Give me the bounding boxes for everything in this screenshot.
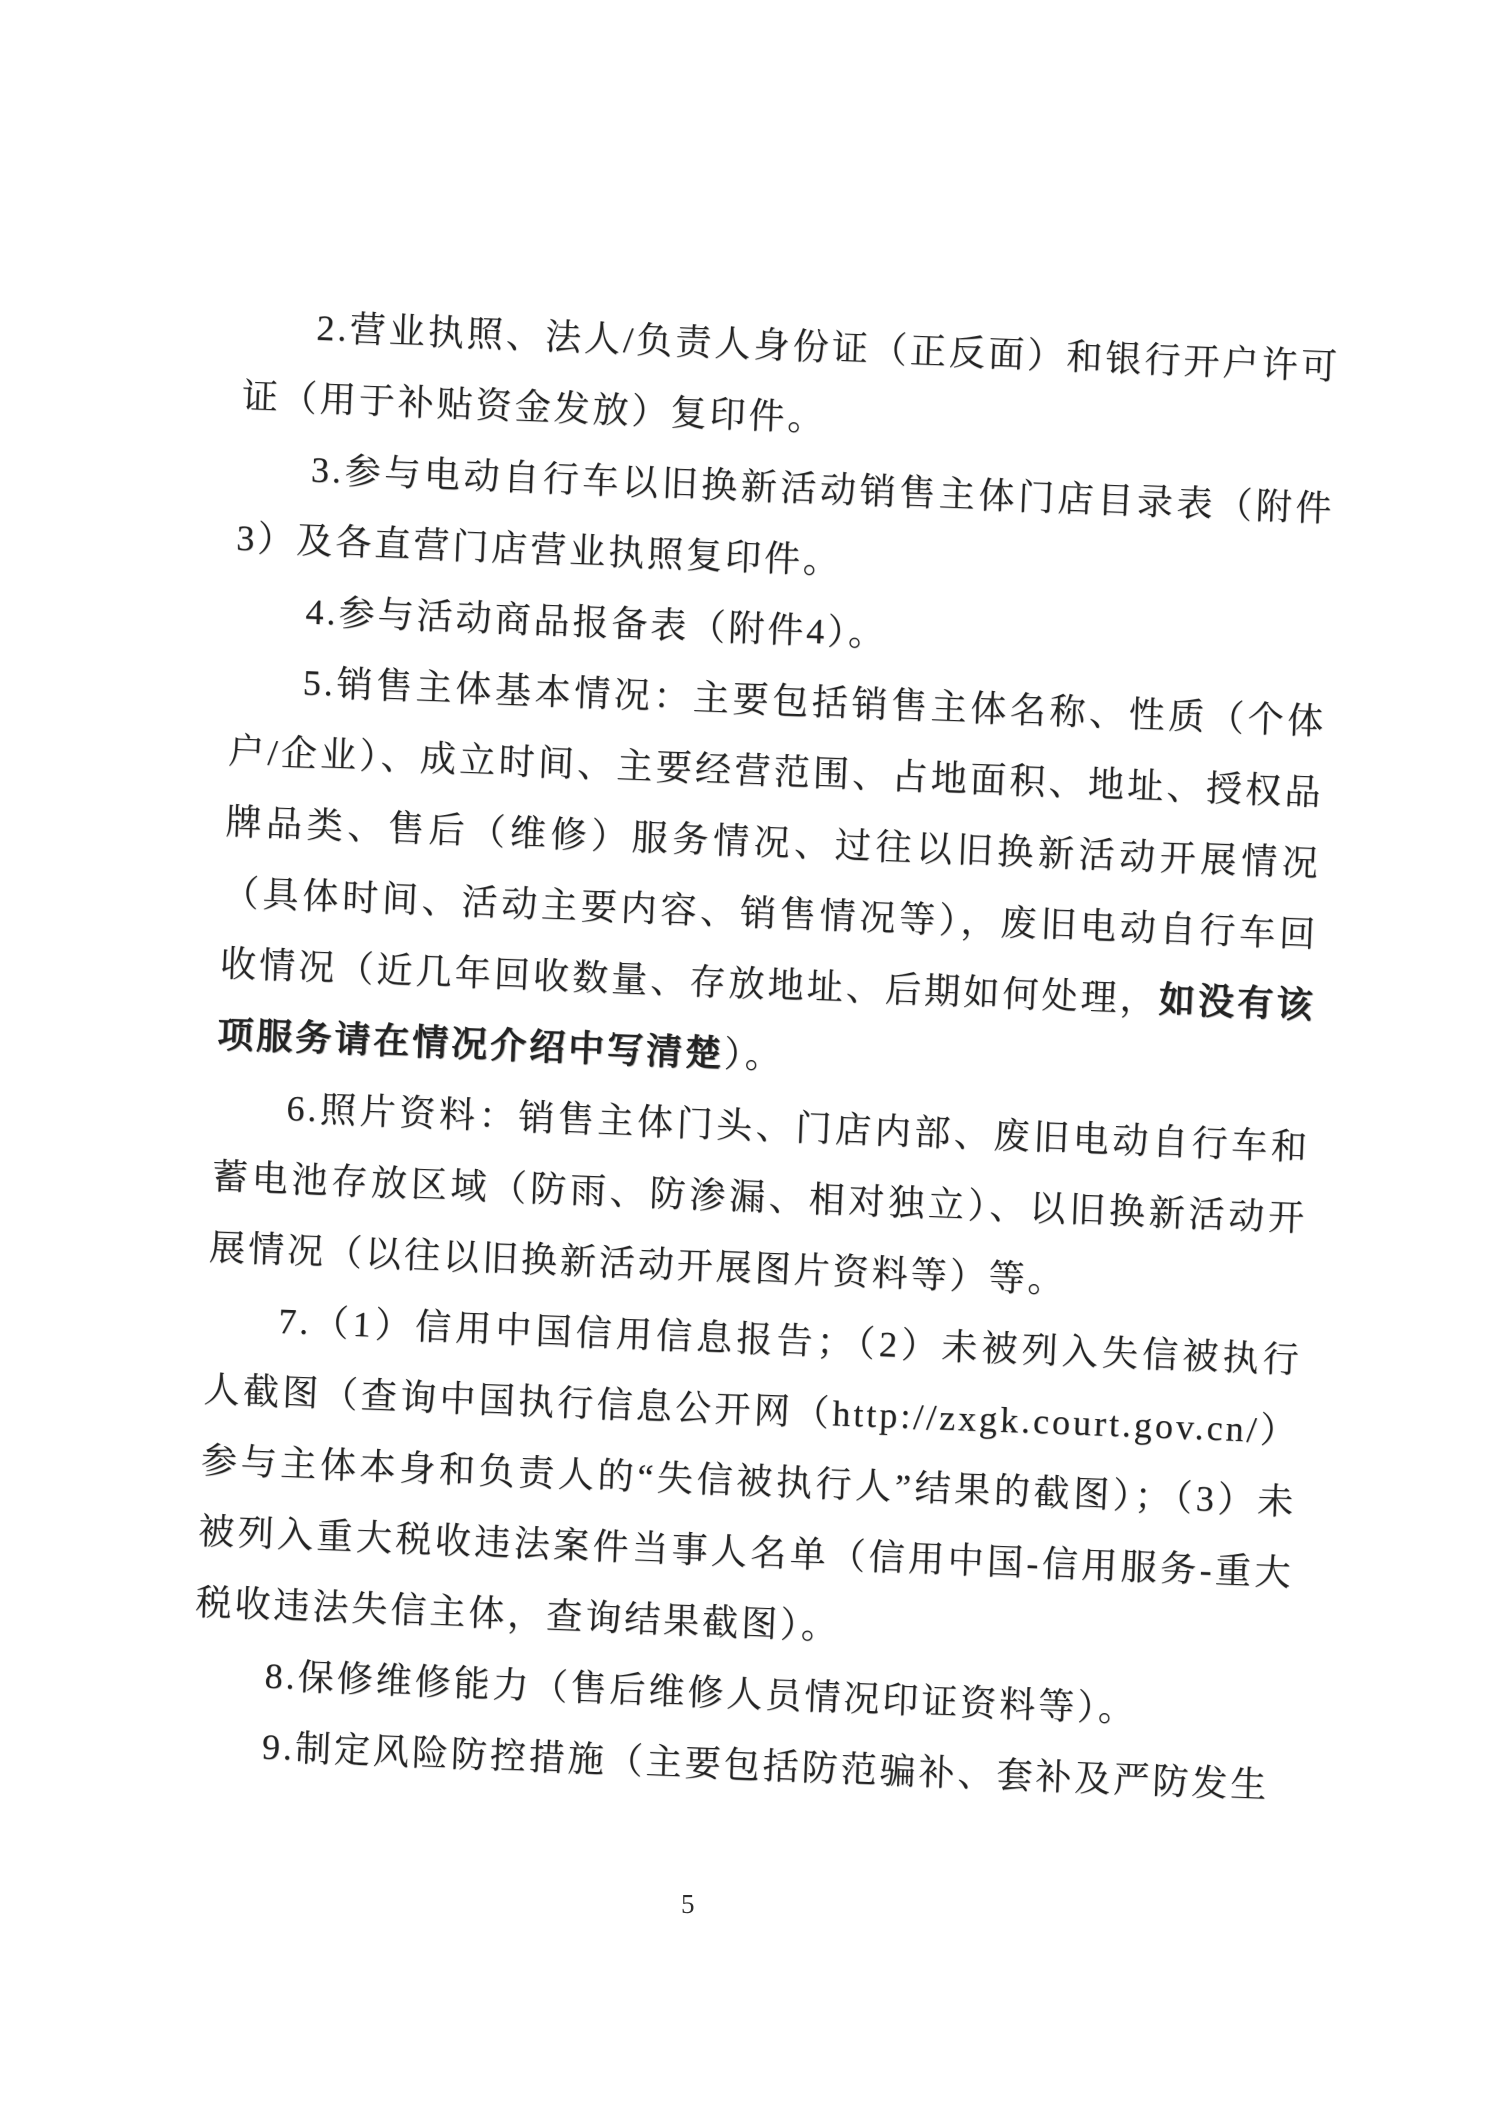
- list-item-5: [216, 645, 1328, 1113]
- list-item-4-text: 4.参与活动商品报备表（附件4）。: [304, 591, 889, 654]
- list-item-3-text: 3.参与电动自行车以旧换新活动销售主体门店目录表（附件3）及各直营门店营业执照复印件。: [235, 449, 1336, 582]
- list-item-2-text: 2.营业执照、法人/负责人身份证（正反面）和银行开户许可证（用于补贴资金发放）复印件。: [241, 307, 1341, 439]
- page-number: 5: [681, 1889, 696, 1919]
- bold-emphasis-text: 如没有该项服务请在情况介绍中写清楚: [216, 979, 1317, 1074]
- document-body: [189, 290, 1341, 1822]
- list-item-5-closing: ）。: [723, 1033, 785, 1077]
- list-item-8-text: 8.保修维修能力（售后维修人员情况印证资料等）。: [264, 1655, 1138, 1730]
- list-item-7: [194, 1283, 1303, 1680]
- list-item-6-text: 6.照片资料：销售主体门头、门店内部、废旧电动自行车和蓄电池存放区域（防雨、防渗漏、相对独立）、以旧换新活动开展情况（以往以旧换新活动开展图片资料等）等。: [208, 1088, 1311, 1301]
- list-item-9-text: 9.制定风险防控措施（主要包括防范骗补、套补及严防发生: [261, 1726, 1271, 1806]
- list-item-5-text: 5.销售主体基本情况：主要包括销售主体名称、性质（个体户/企业）、成立时间、主要经营范围、占地面积、地址、授权品牌品类、售后（维修）服务情况、过往以旧换新活动开展情况（具体时间、活动主要内容、销售情况等），废旧电动自行车回收情况（近几年回收数量、存放地址、后期如何处理，: [219, 662, 1327, 1020]
- list-item-6: [208, 1070, 1311, 1325]
- list-item-7-text: 7.（1）信用中国信用信息报告；（2）未被列入失信被执行人截图（查询中国执行信息公开网（http://zxgk.court.gov.cn/）参与主体本身和负责人的“失信被执行人”结果的截图）；（3）未被列入重大税收违法案件当事人名单（信用中国-信用服务-重大税收违法失信主体，查询结果截图）。: [194, 1301, 1303, 1647]
